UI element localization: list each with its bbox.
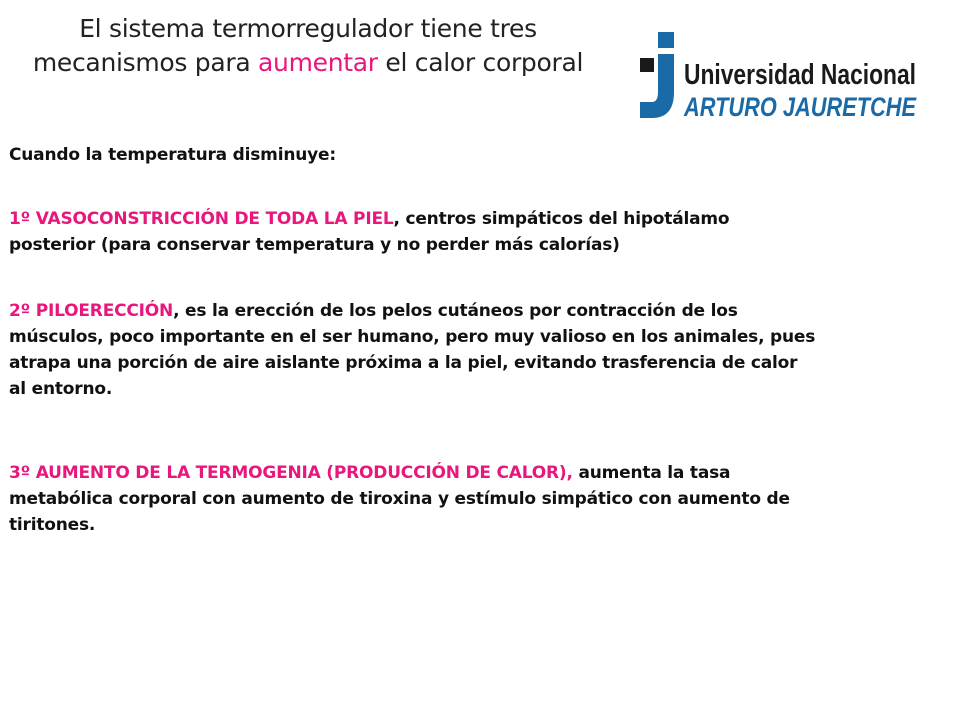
title-line-1: El sistema termorregulador tiene tres [79,14,537,43]
item-1-highlight: 1º VASOCONSTRICCIÓN DE TODA LA PIEL [9,209,394,229]
logo-graphic [638,30,920,126]
university-logo [638,30,920,126]
item-2-text: , es la erección de los pelos cutáneos por contracción de los músculos, poco importante en el ser humano, pero muy valioso en los animales, pues atrapa una porción de aire aislante próxima a la piel, evitando trasferencia de calor al entorno. [9,301,816,399]
item-3-text: aumenta la tasa metabólica corporal con aumento de tiroxina y estímulo simpático con aumento de tiritones. [9,463,790,535]
title-line-2-before: mecanismos para [32,48,259,77]
item-3-highlight: 3º AUMENTO DE LA TERMOGENIA (PRODUCCIÓN DE CALOR), [9,463,573,483]
logo-j-dot [658,32,674,48]
intro-text: Cuando la temperatura disminuye: [9,145,336,165]
item-vasoconstriccion [9,206,819,258]
item-piloereccion [9,298,819,402]
title-highlight: aumentar [258,48,378,77]
item-termogenia [9,460,819,538]
slide-title [8,12,608,80]
logo-line-2: ARTURO JAURETCHE [683,92,917,122]
item-1-text: , centros simpáticos del hipotálamo posterior (para conservar temperatura y no perder más calorías) [9,209,730,255]
item-2-highlight: 2º PILOERECCIÓN [9,301,174,321]
logo-square-mark [640,58,654,72]
title-line-2-after: el calor corporal [377,48,584,77]
logo-line-1: Universidad Nacional [684,59,916,91]
